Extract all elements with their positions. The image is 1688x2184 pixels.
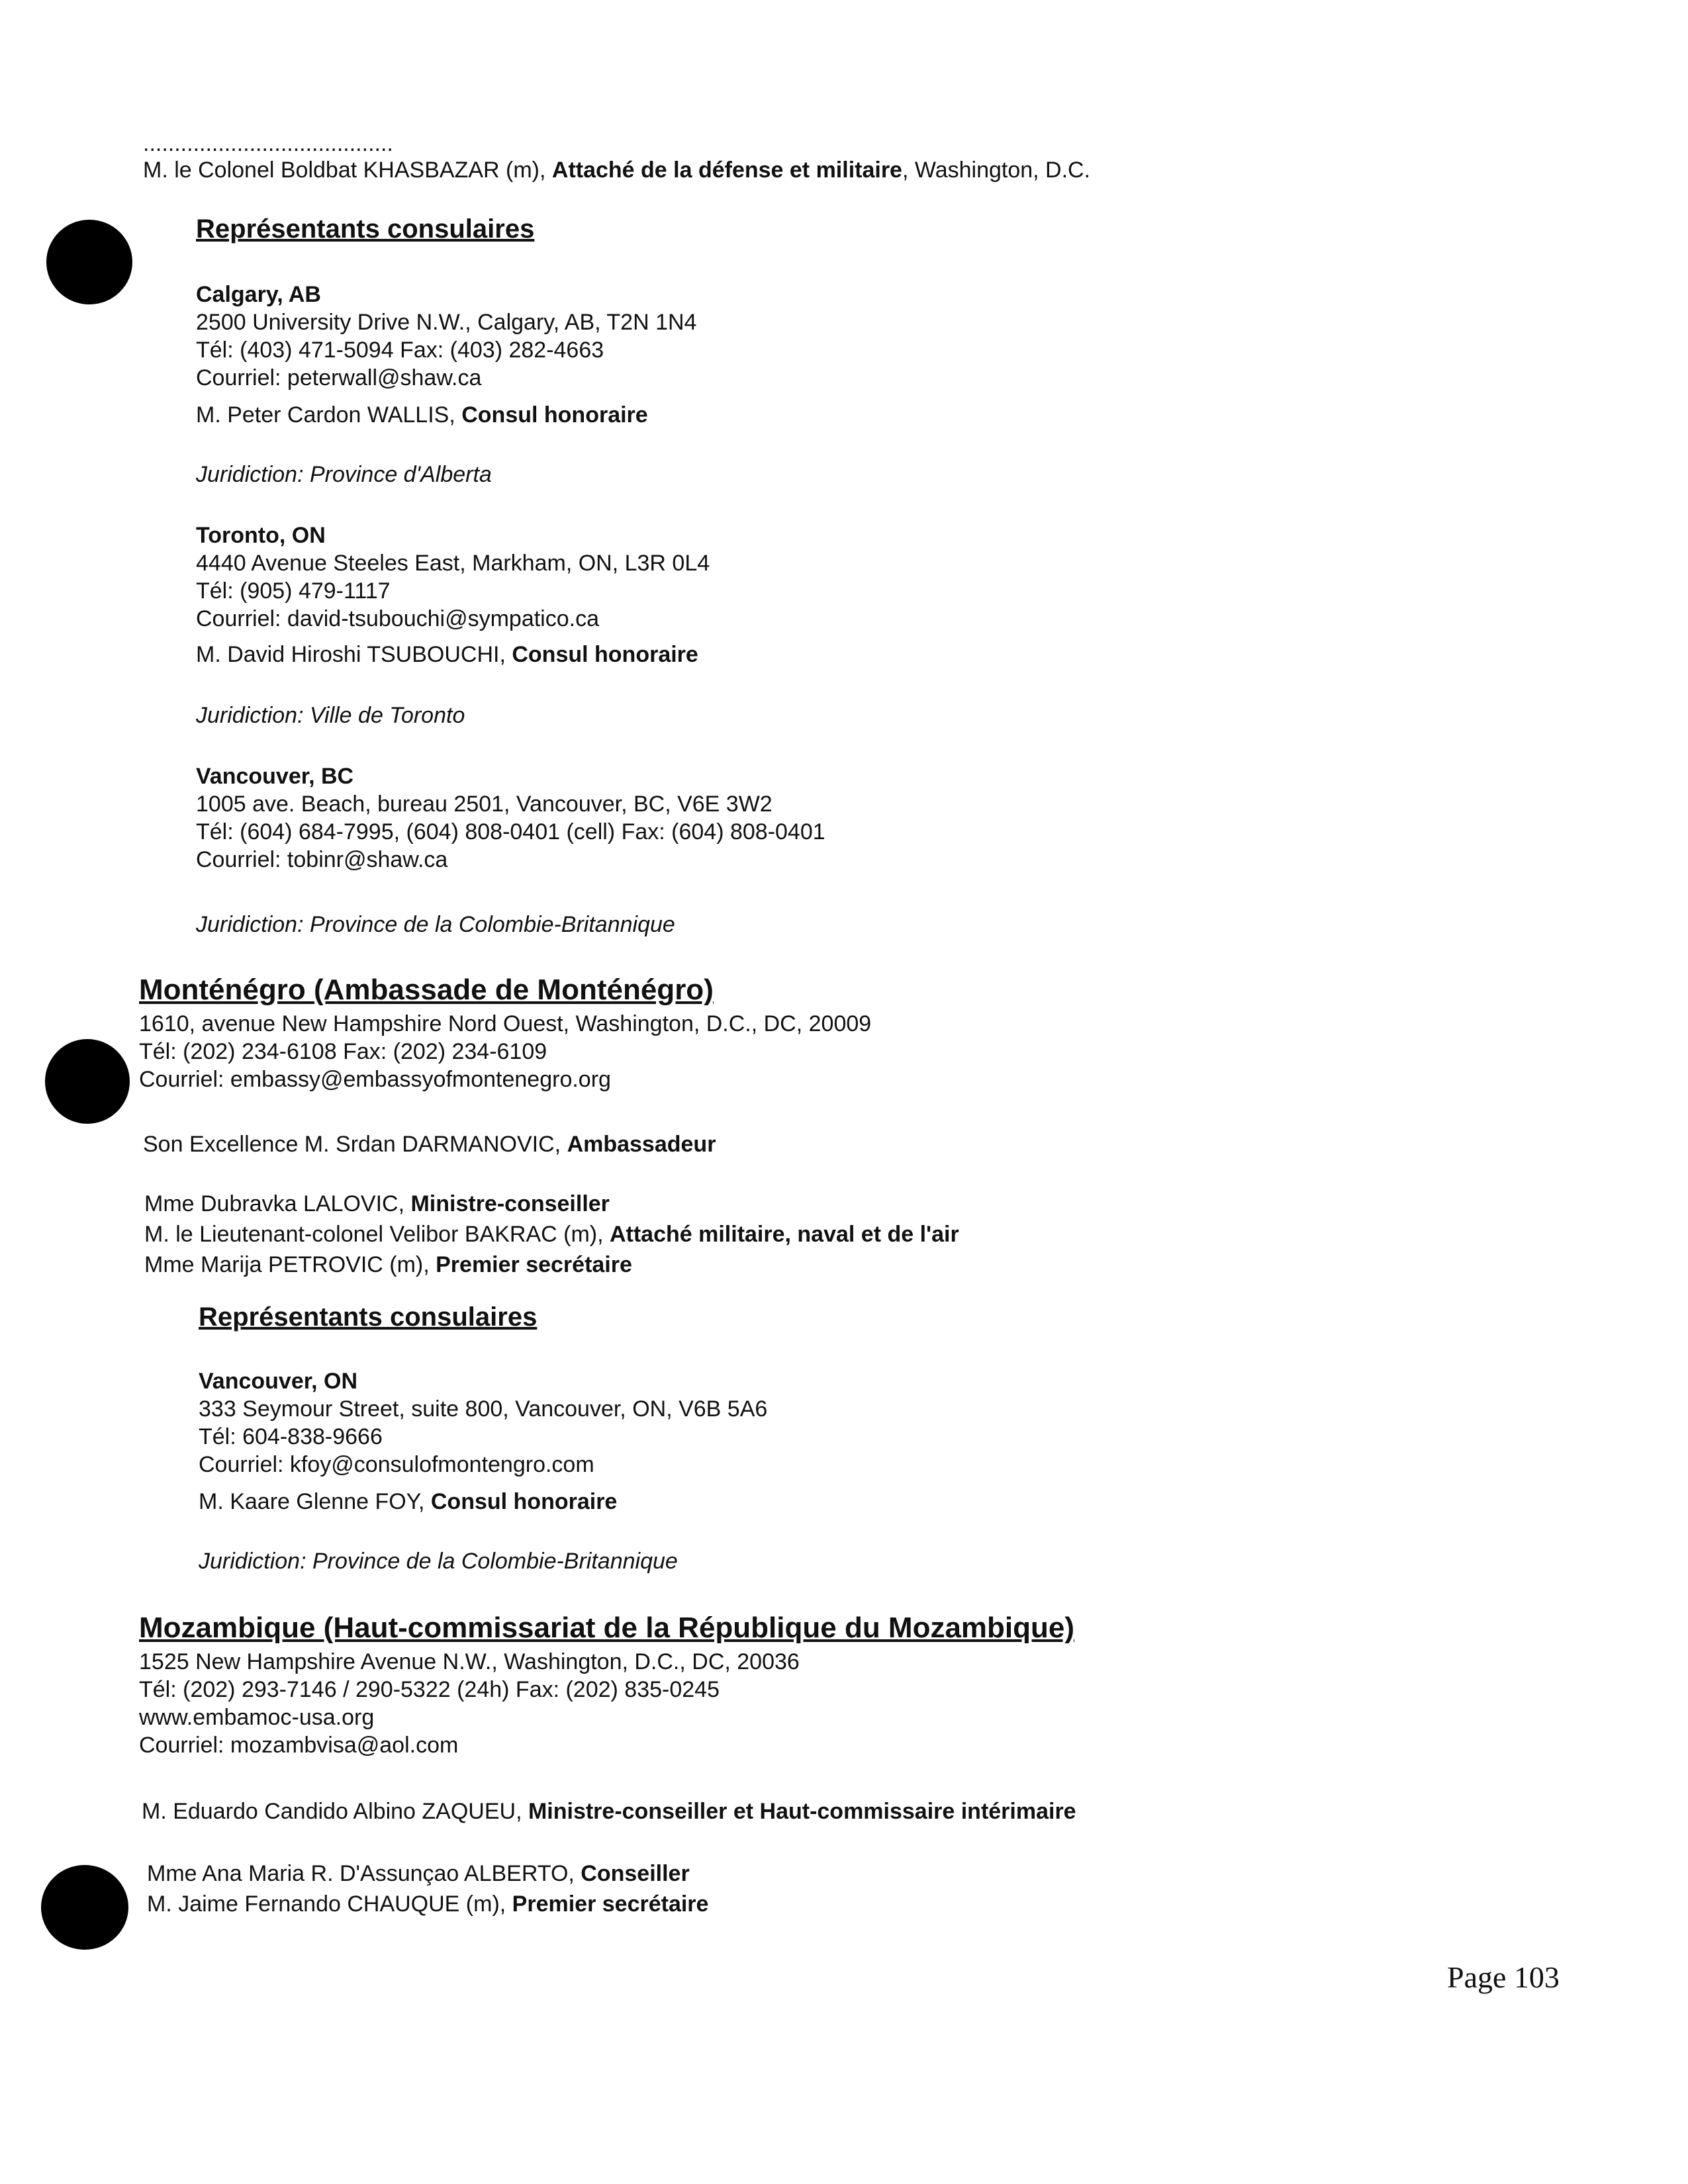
- consulate-city: Toronto, ON: [196, 523, 326, 548]
- consular-header: Représentants consulaires: [199, 1302, 538, 1332]
- page-number: Page 103: [1447, 1960, 1560, 1994]
- consulate-city: Vancouver, BC: [196, 764, 354, 789]
- staff-line: M. Jaime Fernando CHAUQUE (m), Premier secrétaire: [147, 1891, 709, 1917]
- jurisdiction: Juridiction: Province de la Colombie-Britannique: [199, 1549, 678, 1574]
- embassy-email: Courriel: mozambvisa@aol.com: [139, 1733, 459, 1758]
- staff-line: Mme Ana Maria R. D'Assunçao ALBERTO, Conseiller: [147, 1861, 690, 1886]
- bullet-dot: [41, 1865, 128, 1950]
- embassy-email: Courriel: embassy@embassyofmontenegro.org: [139, 1067, 611, 1092]
- consulate-address: 1005 ave. Beach, bureau 2501, Vancouver, BC, V6E 3W2: [196, 792, 773, 817]
- attache-line: M. le Colonel Boldbat KHASBAZAR (m), Attaché de la défense et militaire, Washington, D.C.: [143, 158, 1091, 183]
- bullet-dot: [46, 220, 132, 304]
- country-heading: Mozambique (Haut-commissariat de la République du Mozambique): [139, 1612, 1075, 1644]
- consulate-address: 2500 University Drive N.W., Calgary, AB, T2N 1N4: [196, 310, 697, 335]
- embassy-website: www.embamoc-usa.org: [139, 1705, 375, 1730]
- staff-line: Mme Marija PETROVIC (m), Premier secrétaire: [144, 1252, 632, 1277]
- dotted-leader: ........................................: [143, 131, 393, 156]
- ambassador-line: Son Excellence M. Srdan DARMANOVIC, Ambassadeur: [143, 1132, 716, 1157]
- bullet-dot: [45, 1039, 130, 1124]
- jurisdiction: Juridiction: Province d'Alberta: [196, 462, 492, 487]
- consulate-phone: Tél: (604) 684-7995, (604) 808-0401 (cell) Fax: (604) 808-0401: [196, 819, 825, 844]
- consulate-email: Courriel: kfoy@consulofmontengro.com: [199, 1452, 594, 1477]
- consulate-email: Courriel: peterwall@shaw.ca: [196, 365, 482, 390]
- consulate-city: Vancouver, ON: [199, 1369, 357, 1394]
- consulate-phone: Tél: (905) 479-1117: [196, 578, 391, 604]
- consul-name: M. David Hiroshi TSUBOUCHI, Consul honoraire: [196, 642, 698, 667]
- consulate-city: Calgary, AB: [196, 282, 321, 307]
- jurisdiction: Juridiction: Province de la Colombie-Britannique: [196, 912, 675, 937]
- country-heading: Monténégro (Ambassade de Monténégro): [139, 974, 714, 1006]
- embassy-phone: Tél: (202) 234-6108 Fax: (202) 234-6109: [139, 1039, 547, 1064]
- jurisdiction: Juridiction: Ville de Toronto: [196, 703, 465, 728]
- consul-name: M. Peter Cardon WALLIS, Consul honoraire: [196, 402, 648, 428]
- consulate-email: Courriel: david-tsubouchi@sympatico.ca: [196, 606, 599, 631]
- embassy-address: 1525 New Hampshire Avenue N.W., Washington, D.C., DC, 20036: [139, 1649, 800, 1674]
- consulate-address: 333 Seymour Street, suite 800, Vancouver, ON, V6B 5A6: [199, 1396, 768, 1422]
- embassy-address: 1610, avenue New Hampshire Nord Ouest, Washington, D.C., DC, 20009: [139, 1011, 872, 1036]
- staff-line: M. le Lieutenant-colonel Velibor BAKRAC (m), Attaché militaire, naval et de l'air: [144, 1222, 959, 1247]
- consulate-address: 4440 Avenue Steeles East, Markham, ON, L3R 0L4: [196, 551, 710, 576]
- consulate-email: Courriel: tobinr@shaw.ca: [196, 847, 448, 872]
- embassy-phone: Tél: (202) 293-7146 / 290-5322 (24h) Fax: (202) 835-0245: [139, 1677, 720, 1702]
- consulate-phone: Tél: 604-838-9666: [199, 1424, 383, 1449]
- head-of-mission-line: M. Eduardo Candido Albino ZAQUEU, Ministre-conseiller et Haut-commissaire intérimaire: [142, 1799, 1076, 1824]
- consul-name: M. Kaare Glenne FOY, Consul honoraire: [199, 1489, 618, 1514]
- consular-header: Représentants consulaires: [196, 214, 535, 244]
- consulate-phone: Tél: (403) 471-5094 Fax: (403) 282-4663: [196, 338, 604, 363]
- staff-line: Mme Dubravka LALOVIC, Ministre-conseiller: [144, 1191, 610, 1216]
